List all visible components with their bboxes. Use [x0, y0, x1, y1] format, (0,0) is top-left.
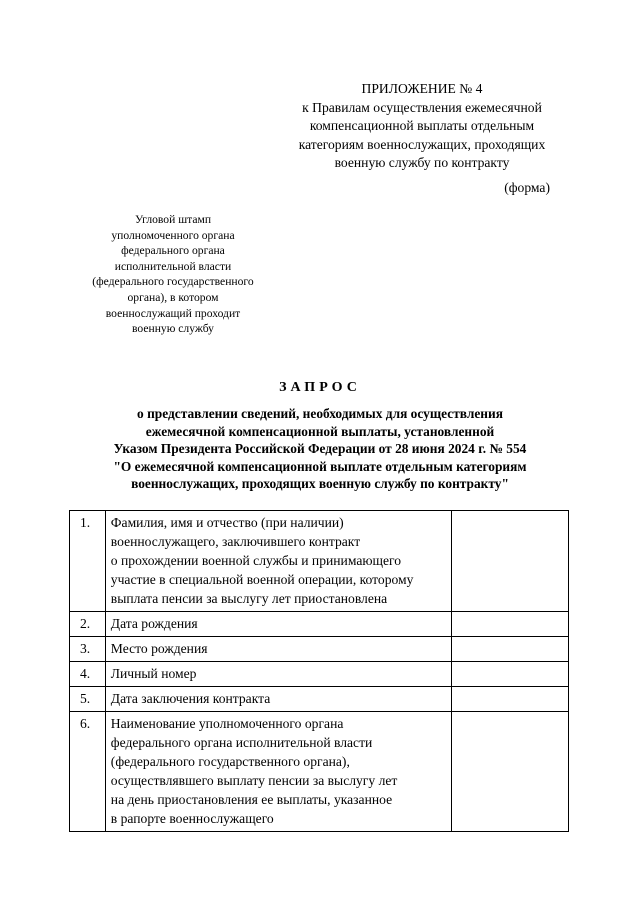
stamp-line: военную службу — [132, 322, 214, 336]
row-label-line: (федерального государственного органа), — [110, 754, 350, 769]
row-label-line: выплата пенсии за выслугу лет приостановлена — [110, 591, 388, 606]
row-label-line: военнослужащего, заключившего контракт — [110, 534, 361, 549]
table-row — [70, 511, 569, 612]
appendix-heading: ПРИЛОЖЕНИЕ № 4 — [361, 81, 483, 96]
row-label-line: в рапорте военнослужащего — [110, 811, 274, 826]
row-label — [105, 687, 451, 712]
row-label-line: Дата рождения — [110, 616, 198, 631]
stamp-line: Угловой штамп — [134, 213, 212, 226]
row-label-line: о прохождении военной службы и принимающего — [110, 553, 402, 568]
row-label-line: Дата заключения контракта — [110, 691, 271, 706]
stamp-line: исполнительной власти — [114, 259, 232, 273]
table-row — [70, 712, 569, 832]
row-label-line: Фамилия, имя и отчество (при наличии) — [110, 515, 344, 530]
stamp-line: (федерального государственного — [92, 275, 254, 289]
row-label — [105, 662, 451, 687]
table-row — [70, 612, 569, 637]
subtitle-line: ежемесячной компенсационной выплаты, установленной — [145, 423, 495, 439]
table-row — [70, 687, 569, 712]
row-number: 6. — [70, 712, 106, 832]
subtitle-line: военнослужащих, проходящих военную службу по контракту" — [131, 476, 509, 491]
row-label — [105, 511, 451, 612]
appendix-line: категориям военнослужащих, проходящих — [298, 136, 546, 152]
row-label-line: участие в специальной военной операции, которому — [110, 572, 414, 587]
corner-stamp-placeholder — [78, 212, 268, 337]
row-value-field[interactable] — [452, 511, 569, 612]
stamp-line: уполномоченного органа — [111, 228, 235, 242]
row-value-field[interactable] — [452, 662, 569, 687]
request-title: ЗАПРОС — [279, 380, 361, 395]
row-number: 2. — [70, 612, 106, 637]
form-label: (форма) — [504, 180, 550, 195]
row-value-field[interactable] — [452, 712, 569, 832]
row-label-line: осуществлявшего выплату пенсии за выслугу лет — [110, 773, 398, 788]
row-number: 1. — [70, 511, 106, 612]
subtitle-line: "О ежемесячной компенсационной выплате отдельным категориям — [113, 458, 527, 474]
row-label — [105, 612, 451, 637]
appendix-line: военную службу по контракту — [334, 155, 510, 170]
row-label-line: на день приостановления ее выплаты, указанное — [110, 792, 393, 807]
request-table — [69, 510, 569, 832]
subtitle-line: о представлении сведений, необходимых для осуществления — [137, 406, 503, 421]
row-value-field[interactable] — [452, 637, 569, 662]
stamp-line: органа), в котором — [127, 290, 219, 304]
stamp-line: военнослужащий проходит — [105, 306, 241, 320]
table-row — [70, 662, 569, 687]
request-subtitle — [60, 405, 580, 493]
row-label-line: Место рождения — [110, 641, 208, 656]
row-number: 5. — [70, 687, 106, 712]
row-number: 4. — [70, 662, 106, 687]
row-label — [105, 712, 451, 832]
row-label-line: Личный номер — [110, 666, 197, 681]
row-number: 3. — [70, 637, 106, 662]
row-label-line: Наименование уполномоченного органа — [110, 716, 344, 731]
appendix-line: к Правилам осуществления ежемесячной — [302, 99, 542, 115]
stamp-line: федерального органа — [121, 244, 225, 258]
row-value-field[interactable] — [452, 687, 569, 712]
subtitle-line: Указом Президента Российской Федерации от 28 июня 2024 г. № 554 — [113, 441, 527, 456]
table-row — [70, 637, 569, 662]
row-label-line: федерального органа исполнительной власти — [110, 735, 373, 750]
appendix-line: компенсационной выплаты отдельным — [309, 118, 535, 133]
row-value-field[interactable] — [452, 612, 569, 637]
row-label — [105, 637, 451, 662]
appendix-block — [272, 80, 572, 173]
